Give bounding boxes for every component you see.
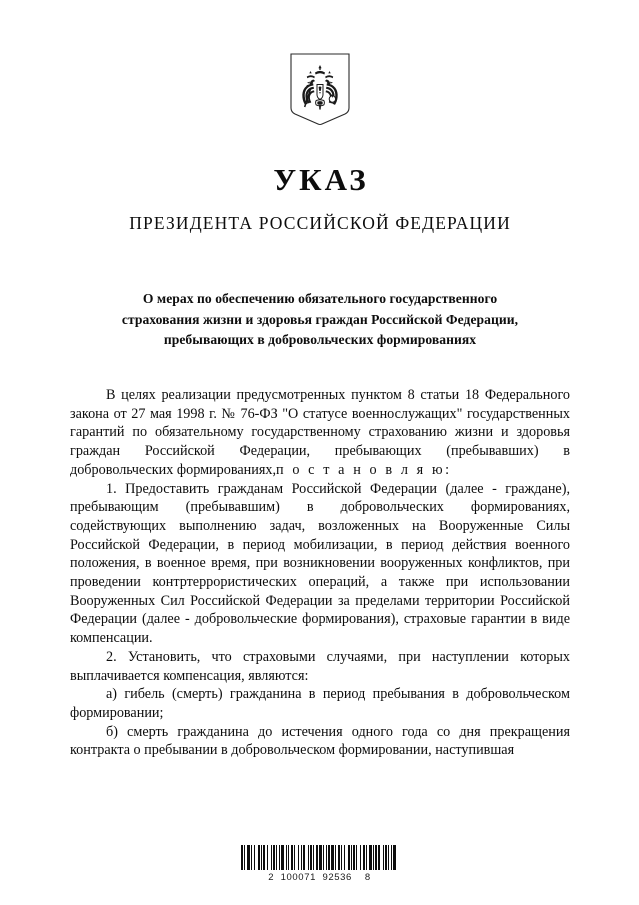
document-subtitle: ПРЕЗИДЕНТА РОССИЙСКОЙ ФЕДЕРАЦИИ [129, 213, 511, 233]
paragraph-item-1: 1. Предоставить гражданам Российской Федерации (далее - граждане), пребывающим (пребывавшим) в добровольческих формированиях, содействующих выполнению задач, возложенных на Вооруженные Силы Российской Федерации, в период мобилизации, в период действия военного положения, в военное время, при возникновении вооруженных конфликтов, при проведении контртеррористических операций, а также при использовании Вооруженных Сил Российской Федерации за пределами территории Российской Федерации (далее - добровольческие формирования), страховые гарантии в виде компенсации. [70, 480, 570, 647]
emblem-container [0, 52, 639, 126]
barcode-container [0, 845, 639, 883]
paragraph-text: В целях реализации предусмотренных пунктом 8 статьи 18 Федерального закона от 27 мая 1998 г. № 76-ФЗ "О статусе военнослужащих" государственных гарантий по обязательному государственному страхованию жизни и здоровья граждан Российской Федерации, пребывающих (пребывавших) в добровольческих формированиях, [70, 387, 570, 478]
document-heading [84, 289, 556, 351]
postanovlyayu-word: п о с т а н о в л я ю: [276, 461, 452, 478]
paragraph-item-2b: б) смерть гражданина до истечения одного года со дня прекращения контракта о пребывании в добровольческом формировании, наступившая [70, 723, 570, 759]
document-body [70, 386, 570, 760]
paragraph-item-2a: а) гибель (смерть) гражданина в период пребывания в добровольческом формировании; [70, 686, 570, 721]
russian-coat-of-arms-icon [289, 52, 351, 126]
barcode-icon [241, 845, 398, 870]
barcode-digits: 2 100071 92536 8 [268, 872, 371, 883]
heading-line: пребывающих в добровольческих формированиях [163, 332, 477, 348]
paragraph-item-2: 2. Установить, что страховыми случаями, при наступлении которых выплачивается компенсация, являются: [70, 648, 570, 684]
heading-line: О мерах по обеспечению обязательного государственного [142, 291, 498, 306]
heading-line: страхования жизни и здоровья граждан Российской Федерации, [121, 311, 519, 327]
page-title: УКАЗ [273, 162, 369, 197]
paragraph-preamble [70, 386, 570, 480]
